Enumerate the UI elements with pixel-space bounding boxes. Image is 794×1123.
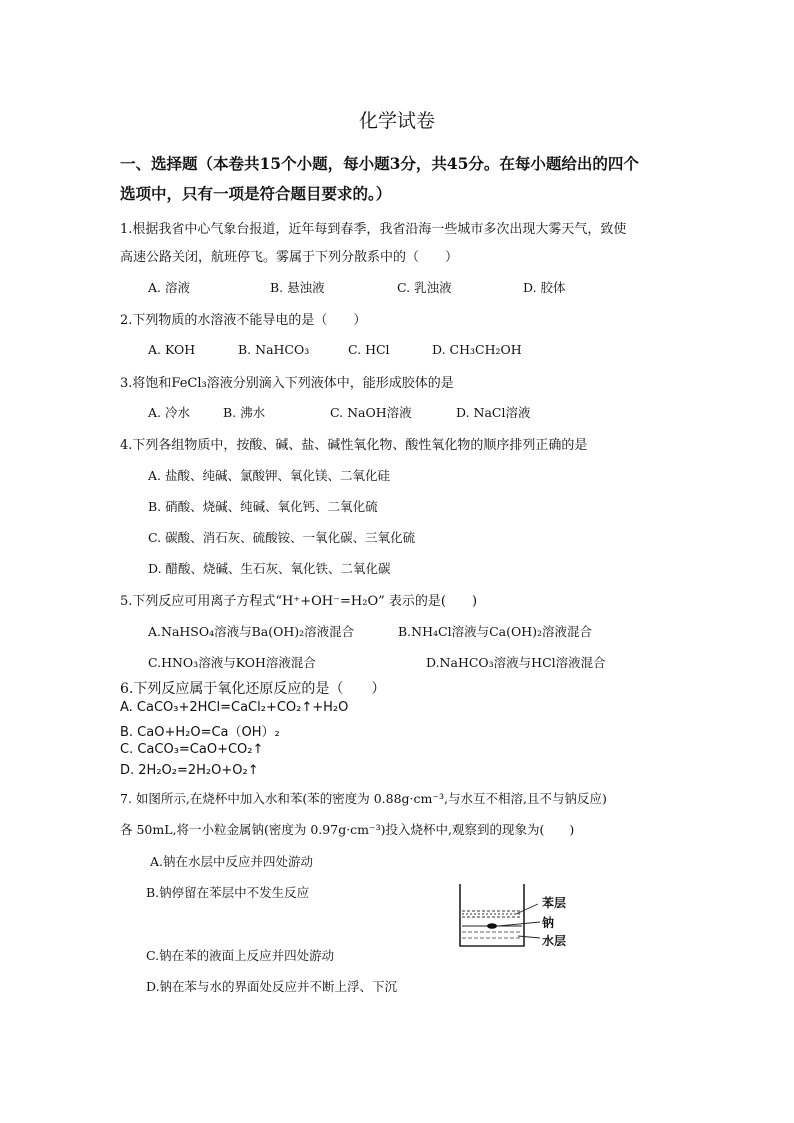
q1-stem-line1: 1.根据我省中心气象台报道，近年每到春季，我省沿海一些城市多次出现大雾天气，致使 xyxy=(120,222,627,237)
q5-option-c: C.HNO₃溶液与KOH溶液混合 xyxy=(148,655,316,670)
q1-option-c: C. 乳浊液 xyxy=(397,280,452,295)
q5-stem: 5.下列反应可用离子方程式“H⁺+OH⁻=H₂O” 表示的是( ) xyxy=(120,594,478,609)
q7-option-d: D.钠在苯与水的界面处反应并不断上浮、下沉 xyxy=(146,979,398,994)
q7-stem-line2: 各 50mL,将一小粒金属钠(密度为 0.97g·cm⁻³)投入烧杯中,观察到的现象为( ) xyxy=(120,822,575,837)
q6-option-a: A. CaCO₃+2HCl=CaCl₂+CO₂↑+H₂O xyxy=(120,700,349,715)
q6-option-d: D. 2H₂O₂=2H₂O+O₂↑ xyxy=(120,763,259,778)
q4-option-c: C. 碳酸、消石灰、硫酸铵、一氧化碳、三氧化硫 xyxy=(148,530,416,545)
q3-stem: 3.将饱和FeCl₃溶液分别滴入下列液体中，能形成胶体的是 xyxy=(120,376,454,391)
q3-option-c: C. NaOH溶液 xyxy=(330,405,412,420)
q6-option-b: B. CaO+H₂O=Ca（OH）₂ xyxy=(120,725,280,740)
q1-stem-line2: 高速公路关闭，航班停飞。雾属于下列分散系中的（ ） xyxy=(120,250,459,265)
q7-option-a: A.钠在水层中反应并四处游动 xyxy=(150,854,314,869)
q1-option-a: A. 溶液 xyxy=(148,280,190,295)
q1-option-b: B. 悬浊液 xyxy=(270,280,325,295)
q4-option-d: D. 醋酸、烧碱、生石灰、氧化铁、二氧化碳 xyxy=(148,561,391,576)
q5-option-b: B.NH₄Cl溶液与Ca(OH)₂溶液混合 xyxy=(398,624,593,639)
figure-label-benzene: 苯层 xyxy=(542,896,567,910)
q5-option-a: A.NaHSO₄溶液与Ba(OH)₂溶液混合 xyxy=(148,624,355,639)
q7-option-b: B.钠停留在苯层中不发生反应 xyxy=(146,885,310,900)
q6-stem: 6.下列反应属于氧化还原反应的是（ ） xyxy=(120,681,386,697)
section-heading-line1: 一、选择题（本卷共15个小题，每小题3分，共45分。在每小题给出的四个 xyxy=(120,154,639,173)
section-heading-line2: 选项中，只有一项是符合题目要求的。） xyxy=(120,184,392,203)
q7-stem-line1: 7. 如图所示,在烧杯中加入水和苯(苯的密度为 0.88g·cm⁻³,与水互不相溶,且不与钠反应) xyxy=(120,791,607,806)
beaker-figure xyxy=(452,880,582,952)
q4-stem: 4.下列各组物质中，按酸、碱、盐、碱性氧化物、酸性氧化物的顺序排列正确的是 xyxy=(120,438,588,453)
q2-option-c: C. HCl xyxy=(348,342,390,357)
figure-label-sodium: 钠 xyxy=(542,916,555,930)
page-title: 化学试卷 xyxy=(358,110,435,132)
q2-stem: 2.下列物质的水溶液不能导电的是（ ） xyxy=(120,313,367,328)
q5-option-d: D.NaHCO₃溶液与HCl溶液混合 xyxy=(426,655,606,670)
sodium-piece xyxy=(487,923,497,929)
q3-option-b: B. 沸水 xyxy=(223,405,266,420)
q7-option-c: C.钠在苯的液面上反应并四处游动 xyxy=(146,948,335,963)
q3-option-a: A. 冷水 xyxy=(148,405,190,420)
q2-option-a: A. KOH xyxy=(148,342,196,357)
q2-option-d: D. CH₃CH₂OH xyxy=(432,342,522,357)
figure-label-water: 水层 xyxy=(542,934,567,948)
q3-option-d: D. NaCl溶液 xyxy=(456,405,531,420)
q1-option-d: D. 胶体 xyxy=(523,280,566,295)
q6-option-c: C. CaCO₃=CaO+CO₂↑ xyxy=(120,742,264,757)
q2-option-b: B. NaHCO₃ xyxy=(238,342,310,357)
q4-option-b: B. 硝酸、烧碱、纯碱、氧化钙、二氧化硫 xyxy=(148,499,378,514)
q4-option-a: A. 盐酸、纯碱、氯酸钾、氧化镁、二氧化硅 xyxy=(148,468,390,483)
